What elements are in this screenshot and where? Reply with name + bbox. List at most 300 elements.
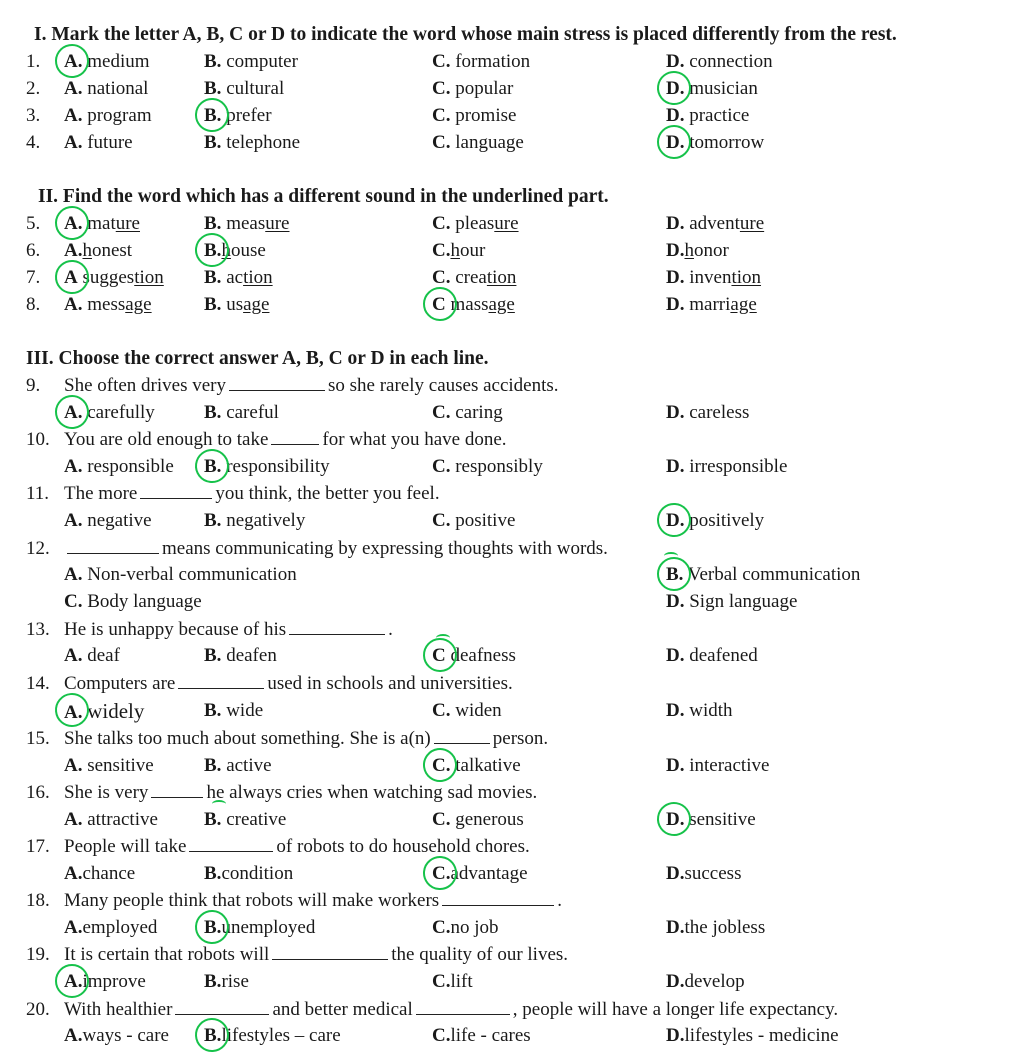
option-text: no job — [450, 917, 499, 938]
option-b[interactable] — [204, 698, 263, 724]
answer-blank — [442, 888, 554, 906]
answer-blank — [175, 997, 269, 1015]
option-letter: C. — [432, 105, 451, 126]
option-text: prefer — [226, 105, 272, 126]
stem-text: It is certain that robots will — [64, 944, 270, 965]
option-text: lift — [450, 971, 473, 992]
option-letter: C. — [432, 240, 451, 261]
stem-text: the quality of our lives. — [391, 944, 569, 965]
option-text: musician — [689, 78, 758, 99]
question-number: 2. — [26, 78, 41, 99]
option-letter: A. — [64, 105, 83, 126]
stem-text: Many people think that robots will make workers — [64, 890, 440, 911]
underlined-part: tion — [134, 267, 164, 288]
option-text: wide — [226, 700, 264, 721]
option-text: positive — [455, 510, 516, 531]
option-letter: D. — [666, 240, 685, 261]
option-text: employed — [82, 917, 158, 938]
option-d[interactable] — [666, 698, 733, 724]
question-stem — [64, 834, 530, 860]
option-c[interactable] — [432, 103, 516, 129]
option-letter: A. — [64, 132, 83, 153]
stem-text: He is unhappy because of his — [64, 619, 287, 640]
option-d[interactable] — [666, 969, 745, 995]
question-number: 16. — [26, 782, 50, 803]
option-text: active — [226, 755, 272, 776]
option-b[interactable] — [204, 211, 290, 237]
option-a[interactable] — [64, 211, 140, 237]
stem-text: means communicating by expressing thoughts with words. — [162, 538, 608, 559]
option-text: advantage — [450, 863, 528, 884]
option-text: crea — [455, 267, 487, 288]
option-letter: C. — [432, 78, 451, 99]
question-number: 7. — [26, 267, 41, 288]
option-text: creative — [226, 809, 287, 830]
option-letter: B. — [204, 402, 222, 423]
option-letter: B. — [204, 78, 222, 99]
option-text: popular — [455, 78, 514, 99]
option-letter: C. — [432, 267, 451, 288]
option-a[interactable] — [64, 915, 157, 941]
option-c[interactable] — [432, 454, 543, 480]
option-a[interactable] — [64, 698, 144, 724]
option-text: success — [684, 863, 742, 884]
option-text: careful — [226, 402, 279, 423]
pen-stroke — [664, 552, 678, 560]
option-text: careless — [689, 402, 750, 423]
question-stem — [64, 780, 537, 806]
option-a[interactable] — [64, 807, 158, 833]
option-letter: D. — [666, 105, 685, 126]
option-c[interactable] — [432, 238, 485, 264]
option-d[interactable] — [666, 103, 749, 129]
option-letter: A. — [64, 971, 83, 992]
option-text: tomorrow — [689, 132, 765, 153]
option-letter: B. — [204, 700, 222, 721]
option-letter: B. — [204, 755, 222, 776]
option-c[interactable] — [432, 292, 515, 318]
option-letter: A. — [64, 702, 83, 723]
stem-text: She is very — [64, 782, 149, 803]
option-letter: C. — [432, 402, 451, 423]
option-a[interactable] — [64, 969, 146, 995]
option-letter: D. — [666, 863, 685, 884]
section-heading: II. Find the word which has a different sound in the underlined part. — [38, 186, 609, 207]
option-letter: B. — [204, 267, 222, 288]
option-text: responsibility — [226, 456, 330, 477]
option-text: Non-verbal communication — [87, 564, 297, 585]
option-text: widen — [455, 700, 502, 721]
question-stem — [64, 942, 568, 968]
stem-text: for what you have done. — [322, 429, 507, 450]
option-d[interactable] — [666, 211, 764, 237]
option-text: deafen — [226, 645, 277, 666]
underlined-part: age — [488, 294, 515, 315]
option-a[interactable] — [64, 400, 155, 426]
option-text: caring — [455, 402, 503, 423]
question-number: 4. — [26, 132, 41, 153]
option-letter: D. — [666, 510, 685, 531]
option-c[interactable] — [432, 643, 516, 669]
option-text: onor — [693, 240, 729, 261]
option-c[interactable] — [432, 211, 519, 237]
answer-blank — [416, 997, 510, 1015]
option-b[interactable] — [204, 753, 272, 779]
option-letter: B. — [204, 294, 222, 315]
option-b[interactable] — [204, 238, 266, 264]
option-text: sensitive — [87, 755, 154, 776]
option-letter: A. — [64, 78, 83, 99]
option-text: mess — [87, 294, 126, 315]
option-text: positively — [689, 510, 765, 531]
option-text: width — [689, 700, 733, 721]
option-b[interactable] — [204, 861, 293, 887]
option-text: medium — [87, 51, 150, 72]
option-letter: D. — [666, 700, 685, 721]
option-letter: C. — [432, 863, 451, 884]
option-text: sugges — [82, 267, 135, 288]
option-c[interactable] — [432, 807, 524, 833]
option-a[interactable] — [64, 265, 164, 291]
option-text: negative — [87, 510, 152, 531]
option-letter: A. — [64, 213, 83, 234]
question-number: 8. — [26, 294, 41, 315]
option-a[interactable] — [64, 292, 152, 318]
option-letter: B. — [204, 240, 222, 261]
option-d[interactable] — [666, 238, 729, 264]
option-letter: D. — [666, 294, 685, 315]
option-c[interactable] — [432, 969, 473, 995]
option-letter: D. — [666, 755, 685, 776]
option-text: formation — [455, 51, 531, 72]
option-text: responsible — [87, 456, 174, 477]
option-letter: B. — [204, 510, 222, 531]
stem-text: used in schools and universities. — [267, 673, 513, 694]
option-b[interactable] — [204, 1023, 341, 1049]
option-text: attractive — [87, 809, 158, 830]
option-letter: C. — [432, 755, 451, 776]
underlined-part: ure — [115, 213, 140, 234]
option-letter: B. — [204, 213, 222, 234]
option-d[interactable] — [666, 49, 773, 75]
option-letter: D. — [666, 51, 685, 72]
question-number: 3. — [26, 105, 41, 126]
stem-text: , people will have a longer life expectancy. — [512, 999, 839, 1020]
stem-text: person. — [492, 728, 549, 749]
option-text: deafened — [689, 645, 758, 666]
option-letter: D. — [666, 591, 685, 612]
question-number: 1. — [26, 51, 41, 72]
option-c[interactable] — [432, 508, 515, 534]
option-letter: D. — [666, 809, 685, 830]
option-b[interactable] — [666, 562, 860, 588]
option-d[interactable] — [666, 807, 756, 833]
stem-text: of robots to do household chores. — [276, 836, 530, 857]
option-letter: B. — [204, 971, 222, 992]
underlined-part: h — [450, 240, 460, 261]
option-text: Sign language — [689, 591, 798, 612]
stem-text: Computers are — [64, 673, 176, 694]
answer-blank — [434, 726, 490, 744]
option-letter: A. — [64, 510, 83, 531]
option-a[interactable] — [64, 49, 150, 75]
option-text: deaf — [87, 645, 120, 666]
option-d[interactable] — [666, 130, 764, 156]
option-letter: A. — [64, 564, 83, 585]
question-number: 18. — [26, 890, 50, 911]
question-stem — [64, 997, 838, 1023]
stem-text: She talks too much about something. She is a(n) — [64, 728, 431, 749]
option-text: talkative — [455, 755, 521, 776]
option-c[interactable] — [432, 130, 524, 156]
option-c[interactable] — [432, 1023, 531, 1049]
option-c[interactable] — [432, 76, 513, 102]
option-a[interactable] — [64, 103, 152, 129]
option-letter: C. — [432, 456, 451, 477]
answer-blank — [67, 536, 159, 554]
option-text: responsibly — [455, 456, 543, 477]
option-text: inven — [689, 267, 732, 288]
stem-text: You are old enough to take — [64, 429, 269, 450]
option-c[interactable] — [432, 753, 521, 779]
stem-text: he always cries when watching sad movies. — [206, 782, 538, 803]
option-text: chance — [82, 863, 136, 884]
question-number: 11. — [26, 483, 50, 504]
option-text: mass — [450, 294, 489, 315]
option-letter: C. — [432, 700, 451, 721]
option-d[interactable] — [666, 915, 765, 941]
option-letter: C. — [432, 971, 451, 992]
option-letter: C — [432, 645, 446, 666]
answer-blank — [289, 617, 385, 635]
stem-text: you think, the better you feel. — [215, 483, 440, 504]
option-letter: B. — [204, 1025, 222, 1046]
option-letter: D. — [666, 78, 685, 99]
option-text: ouse — [230, 240, 266, 261]
option-letter: A. — [64, 755, 83, 776]
option-text: connection — [689, 51, 773, 72]
option-a[interactable] — [64, 643, 120, 669]
option-text: generous — [455, 809, 524, 830]
option-a[interactable] — [64, 508, 152, 534]
option-d[interactable] — [666, 589, 797, 615]
underlined-part: h — [82, 240, 92, 261]
stem-text: With healthier — [64, 999, 173, 1020]
option-letter: A. — [64, 645, 83, 666]
option-text: promise — [455, 105, 517, 126]
underlined-part: tion — [486, 267, 517, 288]
option-a[interactable] — [64, 238, 132, 264]
question-number: 10. — [26, 429, 50, 450]
option-text: cultural — [226, 78, 285, 99]
option-letter: A. — [64, 51, 83, 72]
option-b[interactable] — [204, 400, 279, 426]
stem-text: so she rarely causes accidents. — [327, 375, 559, 396]
option-d[interactable] — [666, 76, 758, 102]
option-text: future — [87, 132, 133, 153]
option-d[interactable] — [666, 861, 741, 887]
option-c[interactable] — [64, 589, 202, 615]
option-text: pleas — [455, 213, 495, 234]
option-letter: B. — [204, 809, 222, 830]
option-b[interactable] — [204, 265, 273, 291]
question-stem — [64, 373, 559, 399]
option-letter: B. — [204, 645, 222, 666]
question-number: 5. — [26, 213, 41, 234]
option-text: mat — [87, 213, 116, 234]
option-text: language — [455, 132, 524, 153]
option-letter: B. — [204, 132, 222, 153]
answer-blank — [272, 942, 388, 960]
option-text: program — [87, 105, 152, 126]
underlined-part: age — [125, 294, 152, 315]
option-letter: D. — [666, 971, 685, 992]
option-d[interactable] — [666, 753, 769, 779]
pen-stroke — [436, 634, 450, 642]
option-text: advent — [689, 213, 740, 234]
question-stem — [64, 427, 507, 453]
option-letter: D. — [666, 132, 685, 153]
option-text: unemployed — [221, 917, 316, 938]
option-letter: A. — [64, 917, 83, 938]
option-d[interactable] — [666, 1023, 839, 1049]
option-letter: C. — [64, 591, 83, 612]
option-b[interactable] — [204, 76, 284, 102]
stem-text: She often drives very — [64, 375, 226, 396]
option-a[interactable] — [64, 562, 297, 588]
option-letter: A. — [64, 456, 83, 477]
option-text: ac — [226, 267, 244, 288]
option-c[interactable] — [432, 400, 503, 426]
option-letter: C. — [432, 51, 451, 72]
option-b[interactable] — [204, 643, 277, 669]
option-text: us — [226, 294, 244, 315]
option-letter: D. — [666, 1025, 685, 1046]
option-b[interactable] — [204, 454, 330, 480]
option-c[interactable] — [432, 265, 516, 291]
option-d[interactable] — [666, 508, 764, 534]
section-heading: I. Mark the letter A, B, C or D to indicate the word whose main stress is placed differently from the rest. — [34, 24, 897, 45]
answer-blank — [151, 780, 203, 798]
option-b[interactable] — [204, 508, 305, 534]
option-d[interactable] — [666, 292, 757, 318]
option-text: condition — [221, 863, 294, 884]
option-c[interactable] — [432, 861, 528, 887]
option-text: develop — [684, 971, 745, 992]
option-a[interactable] — [64, 76, 148, 102]
option-text: meas — [226, 213, 266, 234]
option-b[interactable] — [204, 103, 272, 129]
underlined-part: tion — [243, 267, 273, 288]
option-c[interactable] — [432, 915, 499, 941]
option-letter: B. — [204, 105, 222, 126]
option-letter: C. — [432, 132, 451, 153]
option-letter: B. — [204, 51, 222, 72]
option-a[interactable] — [64, 1023, 169, 1049]
option-letter: A. — [64, 240, 83, 261]
option-b[interactable] — [204, 49, 298, 75]
question-stem — [64, 888, 562, 914]
option-text: negatively — [226, 510, 306, 531]
option-letter: A. — [64, 402, 83, 423]
option-b[interactable] — [204, 969, 249, 995]
question-number: 6. — [26, 240, 41, 261]
option-d[interactable] — [666, 454, 787, 480]
question-number: 19. — [26, 944, 50, 965]
option-d[interactable] — [666, 643, 758, 669]
question-stem — [64, 617, 393, 643]
question-number: 12. — [26, 538, 50, 559]
option-letter: B. — [204, 917, 222, 938]
underlined-part: ure — [494, 213, 519, 234]
option-letter: B. — [666, 564, 684, 585]
option-text: deafness — [450, 645, 516, 666]
option-c[interactable] — [432, 698, 502, 724]
option-letter: C — [432, 294, 446, 315]
question-number: 17. — [26, 836, 50, 857]
option-d[interactable] — [666, 265, 761, 291]
option-letter: D. — [666, 456, 685, 477]
option-text: ways - care — [82, 1025, 169, 1046]
question-number: 15. — [26, 728, 50, 749]
question-number: 14. — [26, 673, 50, 694]
option-text: national — [87, 78, 149, 99]
option-text: lifestyles - medicine — [684, 1025, 839, 1046]
option-b[interactable] — [204, 807, 286, 833]
question-number: 9. — [26, 375, 41, 396]
option-b[interactable] — [204, 915, 315, 941]
underlined-part: h — [221, 240, 231, 261]
option-a[interactable] — [64, 861, 135, 887]
option-text: lifestyles – care — [221, 1025, 341, 1046]
option-text: onest — [91, 240, 133, 261]
option-letter: D. — [666, 267, 685, 288]
question-number: 20. — [26, 999, 50, 1020]
option-letter: D. — [666, 213, 685, 234]
option-letter: A. — [64, 809, 83, 830]
underlined-part: age — [243, 294, 270, 315]
option-text: the jobless — [684, 917, 766, 938]
option-text: sensitive — [689, 809, 756, 830]
option-c[interactable] — [432, 49, 530, 75]
option-text: practice — [689, 105, 750, 126]
option-a[interactable] — [64, 753, 154, 779]
stem-text: . — [388, 619, 393, 640]
option-letter: B. — [204, 863, 222, 884]
option-d[interactable] — [666, 400, 749, 426]
option-text: irresponsible — [689, 456, 788, 477]
section-heading: III. Choose the correct answer A, B, C or D in each line. — [26, 348, 489, 369]
option-text: marri — [689, 294, 731, 315]
option-letter: C. — [432, 510, 451, 531]
option-a[interactable] — [64, 454, 174, 480]
option-text: computer — [226, 51, 298, 72]
option-text: life - cares — [450, 1025, 531, 1046]
option-letter: A. — [64, 294, 83, 315]
option-b[interactable] — [204, 130, 300, 156]
option-a[interactable] — [64, 130, 133, 156]
option-text: widely — [87, 699, 145, 723]
option-letter: A — [64, 267, 78, 288]
option-text: carefully — [87, 402, 155, 423]
option-letter: C. — [432, 1025, 451, 1046]
option-b[interactable] — [204, 292, 269, 318]
option-text: rise — [221, 971, 249, 992]
option-letter: A. — [64, 1025, 83, 1046]
option-letter: D. — [666, 645, 685, 666]
underlined-part: ure — [739, 213, 765, 234]
question-stem — [64, 536, 608, 562]
